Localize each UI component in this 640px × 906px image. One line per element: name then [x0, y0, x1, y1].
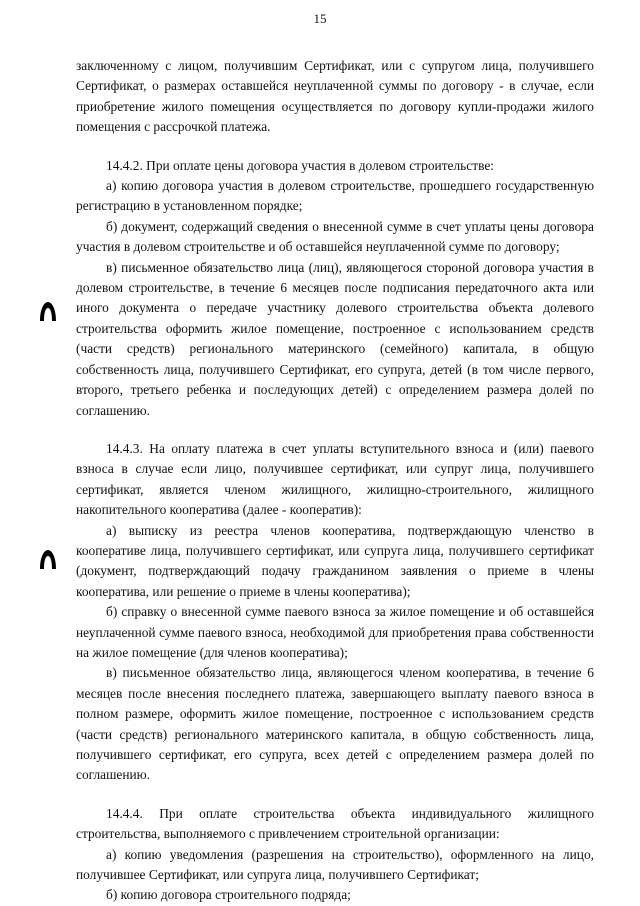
section-gap	[76, 421, 594, 439]
section-gap	[76, 138, 594, 156]
punch-hole-mark-icon	[37, 300, 59, 322]
list-item-b: б) копию договора строительного подряда;	[106, 887, 351, 903]
page-number: 15	[313, 11, 327, 26]
section-gap	[76, 786, 594, 804]
list-item-b: б) справку о внесенной сумме паевого взноса за жилое помещение и об оставшейся неуплаченной сумме паевого взноса, необходимой для приобретения права собственности на жилое помещение (для членов кооператива);	[76, 604, 594, 660]
list-item-v: в) письменное обязательство лица, являющегося членом кооператива, в течение 6 месяцев после внесения последнего платежа, завершающего выплату паевого взноса в полном размере, оформить жилое помещение, построенное с использованием средств (части средств) регионального материнского капитала, в общую собственность лица, получившего сертификат, его супруга, всех детей с определением размера долей по соглашению.	[76, 665, 594, 783]
document-body	[76, 56, 594, 906]
list-item-v: в) письменное обязательство лица (лиц), являющегося стороной договора участия в долевом строительстве, в течение 6 месяцев после подписания передаточного акта или иного документа о передаче участнику долевого строительства объекта долевого строительства оформить жилое помещение, построенное с использованием средств (части средств) регионального материнского (семейного) капитала, в общую собственность лица, получившего Сертификат, его супруга, детей (в том числе первого, второго, третьего ребенка и последующих детей) с определением размера долей по соглашению.	[76, 259, 594, 418]
paragraph-continuation: заключенному с лицом, получившим Сертификат, или с супругом лица, получившего Сертификат, о размерах оставшейся неуплаченной суммы по договору - в случае, если приобретение жилого помещения осуществляется по договору купли-продажи жилого помещения с рассрочкой платежа.	[76, 58, 594, 135]
list-item-b: б) документ, содержащий сведения о внесенной сумме в счет уплаты цены договора участия в долевом строительстве и об оставшейся неуплаченной сумме по договору;	[76, 218, 594, 255]
punch-hole-mark-icon	[37, 548, 59, 570]
list-item-a: а) копию договора участия в долевом строительстве, прошедшего государственную регистрацию в установленном порядке;	[76, 178, 594, 214]
list-item-a: а) копию уведомления (разрешения на строительство), оформленного на лицо, получившее Сертификат, или супруга лица, получившего Сертификат;	[76, 846, 594, 883]
section-heading-14-4-2: 14.4.2. При оплате цены договора участия в долевом строительстве:	[106, 157, 494, 173]
section-heading-14-4-4: 14.4.4. При оплате строительства объекта индивидуального жилищного строительства, выполняемого с привлечением строительной организации:	[76, 805, 594, 842]
section-heading-14-4-3: 14.4.3. На оплату платежа в счет уплаты вступительного взноса и (или) паевого взноса в случае если лицо, получившее сертификат, или супруг лица, получившего сертификат, является членом жилищного, жилищно-строительного, жилищного накопительного кооператива (далее - кооператив):	[76, 440, 594, 518]
list-item-a: а) выписку из реестра членов кооператива, подтверждающую членство в кооперативе лица, получившего сертификат, или супруга лица, получившего сертификат (документ, подтверждающий подачу гражданином заявления о приеме в члены кооператива, или решение о приеме в члены кооператива);	[76, 522, 594, 599]
